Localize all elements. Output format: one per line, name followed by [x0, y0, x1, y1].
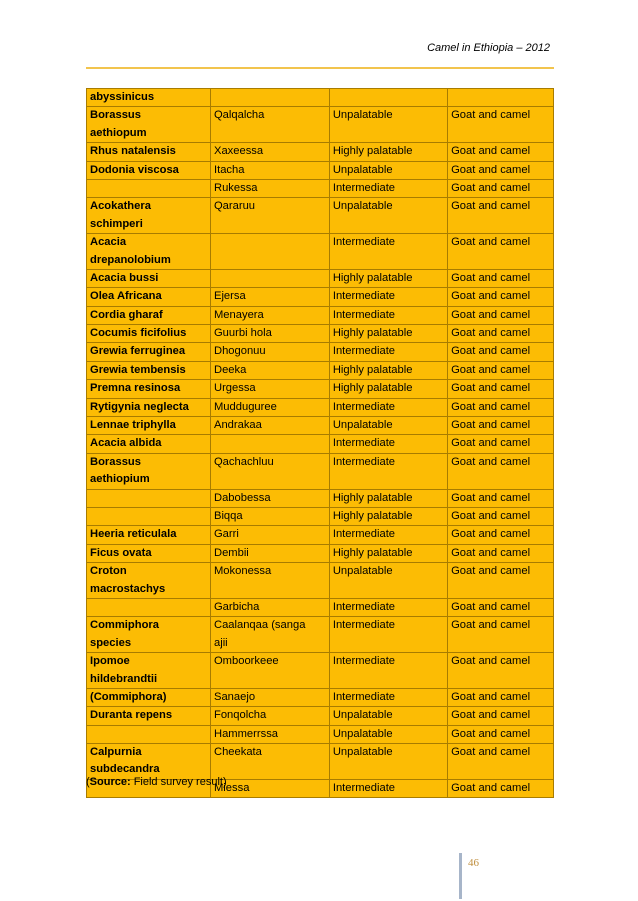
browser-animals-cell	[448, 653, 554, 689]
palatability-cell-text: Intermediate	[332, 437, 396, 450]
palatability-cell-text: Intermediate	[332, 528, 396, 541]
species-cell	[87, 398, 211, 416]
browser-animals-cell	[448, 617, 554, 653]
palatability-cell	[329, 179, 447, 197]
table-row	[87, 179, 554, 197]
palatability-cell-text: Highly palatable	[332, 382, 413, 395]
browser-animals-cell	[448, 288, 554, 306]
browser-animals-cell	[448, 779, 554, 797]
source-note	[86, 776, 227, 788]
species-cell-line: macrostachys	[90, 582, 166, 595]
palatability-cell	[329, 617, 447, 653]
browser-animals-cell-text: Goat and camel	[451, 271, 531, 284]
local-name-cell-line: Andrakaa	[213, 419, 262, 432]
species-cell-line: Borassus	[90, 455, 141, 468]
local-name-cell	[210, 507, 329, 525]
species-cell-line: abyssinicus	[90, 91, 155, 103]
browser-animals-cell-text: Goat and camel	[451, 437, 531, 450]
species-cell	[87, 598, 211, 616]
species-cell	[87, 89, 211, 107]
local-name-cell	[210, 89, 329, 107]
species-cell	[87, 489, 211, 507]
local-name-cell-line: Dembii	[213, 546, 249, 559]
palatability-cell	[329, 653, 447, 689]
table-row	[87, 688, 554, 706]
species-cell-line: subdecandra	[90, 763, 160, 776]
browser-animals-cell	[448, 688, 554, 706]
palatability-cell	[329, 269, 447, 287]
browser-animals-cell-text: Goat and camel	[451, 363, 531, 376]
species-cell	[87, 179, 211, 197]
browser-animals-cell-text: Goat and camel	[451, 400, 531, 413]
species-cell	[87, 343, 211, 361]
browser-animals-cell-text: Goat and camel	[451, 236, 531, 249]
page-number: 46	[468, 857, 479, 869]
species-cell	[87, 453, 211, 489]
palatability-cell	[329, 489, 447, 507]
local-name-cell-line: Qalqalcha	[213, 109, 265, 122]
palatability-cell-text: Intermediate	[332, 600, 396, 613]
table-row	[87, 744, 554, 780]
palatability-cell-text: Highly palatable	[332, 509, 413, 522]
palatability-cell-text: Unpalatable	[332, 746, 393, 759]
browser-animals-cell-text: Goat and camel	[451, 565, 531, 578]
species-cell	[87, 288, 211, 306]
local-name-cell	[210, 435, 329, 453]
species-cell-line: Premna resinosa	[90, 382, 181, 395]
browser-animals-cell-text: Goat and camel	[451, 491, 531, 504]
browser-animals-cell	[448, 198, 554, 234]
palatability-cell-text: Intermediate	[332, 690, 396, 703]
species-cell-line: aethiopium	[90, 473, 150, 486]
species-cell	[87, 269, 211, 287]
palatability-cell-text: Intermediate	[332, 345, 396, 358]
palatability-cell-text: Highly palatable	[332, 546, 413, 559]
page-number-bar	[459, 853, 462, 899]
browser-animals-cell	[448, 89, 554, 107]
palatability-cell-text: Intermediate	[332, 181, 396, 194]
palatability-cell	[329, 288, 447, 306]
palatability-cell-text: Intermediate	[332, 290, 396, 303]
species-cell-line: (Commiphora)	[90, 690, 167, 703]
species-cell-line: Croton	[90, 565, 127, 578]
table-row	[87, 288, 554, 306]
palatability-cell	[329, 234, 447, 270]
local-name-cell-line: Itacha	[213, 163, 245, 176]
browser-animals-cell-text: Goat and camel	[451, 419, 531, 432]
species-cell-line: Cocumis ficifolius	[90, 327, 187, 340]
browser-animals-cell	[448, 269, 554, 287]
table-row	[87, 89, 554, 107]
browser-animals-cell-text: Goat and camel	[451, 382, 531, 395]
browser-animals-cell	[448, 361, 554, 379]
browser-animals-cell-text: Goat and camel	[451, 145, 531, 158]
local-name-cell	[210, 688, 329, 706]
browser-animals-cell	[448, 417, 554, 435]
local-name-cell	[210, 417, 329, 435]
palatability-cell-text: Highly palatable	[332, 363, 413, 376]
species-cell	[87, 653, 211, 689]
local-name-cell-line: Qachachluu	[213, 455, 274, 468]
local-name-cell	[210, 617, 329, 653]
palatability-cell	[329, 544, 447, 562]
table-row	[87, 234, 554, 270]
table-row	[87, 269, 554, 287]
browser-animals-cell-text: Goat and camel	[451, 727, 531, 740]
local-name-cell	[210, 707, 329, 725]
table-row	[87, 489, 554, 507]
palatability-cell-text: Highly palatable	[332, 271, 413, 284]
palatability-cell	[329, 198, 447, 234]
species-cell-line: aethiopum	[90, 126, 147, 139]
local-name-cell	[210, 489, 329, 507]
browser-animals-cell-text: Goat and camel	[451, 781, 531, 794]
species-cell-line: drepanolobium	[90, 253, 171, 266]
local-name-cell	[210, 653, 329, 689]
local-name-cell	[210, 526, 329, 544]
species-cell	[87, 617, 211, 653]
species-cell-line: Olea Africana	[90, 290, 162, 303]
table-row	[87, 380, 554, 398]
table-row	[87, 453, 554, 489]
table-row	[87, 198, 554, 234]
palatability-cell	[329, 725, 447, 743]
browser-animals-cell	[448, 161, 554, 179]
table-row	[87, 143, 554, 161]
browser-animals-cell	[448, 179, 554, 197]
browser-animals-cell	[448, 343, 554, 361]
local-name-cell	[210, 179, 329, 197]
browser-animals-cell-text: Goat and camel	[451, 327, 531, 340]
species-cell-line: species	[90, 636, 132, 649]
species-cell-line: Cordia gharaf	[90, 308, 163, 321]
palatability-cell-text: Unpalatable	[332, 727, 393, 740]
species-cell-line: Calpurnia	[90, 746, 142, 759]
palatability-cell	[329, 361, 447, 379]
browser-animals-cell	[448, 544, 554, 562]
local-name-cell-line: Dabobessa	[213, 491, 271, 504]
browser-animals-cell-text: Goat and camel	[451, 509, 531, 522]
browser-animals-cell-text: Goat and camel	[451, 181, 531, 194]
palatability-cell	[329, 325, 447, 343]
table-body	[87, 89, 554, 798]
local-name-cell-line: Caalanqaa (sanga	[213, 619, 306, 632]
palatability-cell-text: Intermediate	[332, 655, 396, 668]
species-cell-line: schimperi	[90, 217, 143, 230]
local-name-cell-line: Fonqolcha	[213, 709, 267, 722]
local-name-cell	[210, 143, 329, 161]
species-cell-line: Ipomoe	[90, 655, 130, 668]
species-cell	[87, 234, 211, 270]
browser-animals-cell-text: Goat and camel	[451, 308, 531, 321]
source-open: (	[86, 776, 90, 788]
browser-animals-cell	[448, 707, 554, 725]
local-name-cell-line: Omboorkeee	[213, 655, 279, 668]
browser-animals-cell-text: Goat and camel	[451, 690, 531, 703]
table-row	[87, 343, 554, 361]
local-name-cell	[210, 107, 329, 143]
table-row	[87, 306, 554, 324]
source-label: Source:	[89, 776, 131, 788]
browser-animals-cell	[448, 234, 554, 270]
species-cell	[87, 507, 211, 525]
browser-animals-cell	[448, 435, 554, 453]
browser-animals-cell	[448, 398, 554, 416]
palatability-cell	[329, 107, 447, 143]
header-rule	[86, 67, 554, 69]
palatability-cell	[329, 161, 447, 179]
local-name-cell-line: Garri	[213, 528, 239, 541]
browser-animals-cell-text: Goat and camel	[451, 455, 531, 468]
local-name-cell	[210, 343, 329, 361]
palatability-cell-text: Unpalatable	[332, 109, 393, 122]
local-name-cell-line: Mokonessa	[213, 565, 272, 578]
palatability-cell-text: Intermediate	[332, 455, 396, 468]
browser-animals-cell	[448, 598, 554, 616]
species-cell	[87, 707, 211, 725]
palatability-cell-text: Intermediate	[332, 400, 396, 413]
palatability-cell	[329, 380, 447, 398]
palatability-cell-text: Unpalatable	[332, 565, 393, 578]
table-row	[87, 398, 554, 416]
table-row	[87, 563, 554, 599]
species-cell	[87, 544, 211, 562]
species-cell-line: Acacia bussi	[90, 271, 159, 284]
browser-animals-cell-text: Goat and camel	[451, 709, 531, 722]
browser-animals-cell	[448, 107, 554, 143]
browser-animals-cell-text: Goat and camel	[451, 163, 531, 176]
palatability-cell	[329, 744, 447, 780]
local-name-cell-line: Garbicha	[213, 600, 260, 613]
local-name-cell	[210, 744, 329, 780]
local-name-cell-line: Miessa	[213, 781, 250, 794]
local-name-cell	[210, 288, 329, 306]
table-row	[87, 161, 554, 179]
species-cell-line: Acokathera	[90, 200, 151, 213]
species-cell-line: Borassus	[90, 109, 141, 122]
palatability-cell	[329, 526, 447, 544]
species-cell-line: Acacia	[90, 236, 127, 249]
palatability-cell-text: Intermediate	[332, 308, 396, 321]
palatability-cell	[329, 417, 447, 435]
species-cell	[87, 380, 211, 398]
palatability-cell	[329, 398, 447, 416]
local-name-cell-line: Deeka	[213, 363, 247, 376]
palatability-cell	[329, 779, 447, 797]
local-name-cell	[210, 453, 329, 489]
species-cell	[87, 417, 211, 435]
local-name-cell	[210, 306, 329, 324]
table-row	[87, 526, 554, 544]
local-name-cell-line: Guurbi hola	[213, 327, 272, 340]
plant-palatability-table	[86, 88, 554, 798]
species-cell-line: Commiphora	[90, 619, 159, 632]
local-name-cell	[210, 161, 329, 179]
palatability-cell	[329, 563, 447, 599]
table-row	[87, 617, 554, 653]
local-name-cell	[210, 779, 329, 797]
browser-animals-cell-text: Goat and camel	[451, 200, 531, 213]
species-cell-line: hildebrandtii	[90, 672, 158, 685]
palatability-cell-text: Unpalatable	[332, 709, 393, 722]
species-cell-line: Lennae triphylla	[90, 419, 176, 432]
table-row	[87, 417, 554, 435]
local-name-cell-line: Sanaejo	[213, 690, 256, 703]
palatability-cell-text: Unpalatable	[332, 163, 393, 176]
palatability-cell-text: Intermediate	[332, 236, 396, 249]
species-cell	[87, 526, 211, 544]
species-cell	[87, 563, 211, 599]
local-name-cell-line: Biqqa	[213, 509, 243, 522]
browser-animals-cell-text: Goat and camel	[451, 619, 531, 632]
browser-animals-cell-text: Goat and camel	[451, 109, 531, 122]
local-name-cell-line: ajii	[213, 636, 228, 649]
local-name-cell	[210, 269, 329, 287]
browser-animals-cell-text: Goat and camel	[451, 746, 531, 759]
local-name-cell	[210, 380, 329, 398]
palatability-cell	[329, 435, 447, 453]
palatability-cell	[329, 688, 447, 706]
local-name-cell	[210, 234, 329, 270]
species-cell-line: Grewia ferruginea	[90, 345, 186, 358]
species-cell-line: Dodonia viscosa	[90, 163, 179, 176]
species-cell	[87, 143, 211, 161]
browser-animals-cell	[448, 306, 554, 324]
table-row	[87, 107, 554, 143]
browser-animals-cell-text: Goat and camel	[451, 546, 531, 559]
local-name-cell-line: Menayera	[213, 308, 264, 321]
species-cell	[87, 198, 211, 234]
local-name-cell	[210, 325, 329, 343]
local-name-cell	[210, 544, 329, 562]
browser-animals-cell-text: Goat and camel	[451, 290, 531, 303]
browser-animals-cell	[448, 453, 554, 489]
local-name-cell-line: Ejersa	[213, 290, 246, 303]
local-name-cell-line: Qararuu	[213, 200, 256, 213]
local-name-cell-line: Hammerrssa	[213, 727, 279, 740]
browser-animals-cell-text	[451, 89, 550, 106]
browser-animals-cell	[448, 489, 554, 507]
species-cell-line: Acacia albida	[90, 437, 162, 450]
species-cell-line: Rytigynia neglecta	[90, 400, 189, 413]
species-cell	[87, 725, 211, 743]
table-row	[87, 361, 554, 379]
species-cell	[87, 161, 211, 179]
local-name-cell	[210, 198, 329, 234]
palatability-cell	[329, 143, 447, 161]
local-name-cell-line: Urgessa	[213, 382, 256, 395]
local-name-cell-line: Rukessa	[213, 181, 258, 194]
browser-animals-cell	[448, 526, 554, 544]
table-row	[87, 598, 554, 616]
local-name-cell	[210, 725, 329, 743]
palatability-cell	[329, 453, 447, 489]
species-cell	[87, 744, 211, 780]
palatability-cell	[329, 89, 447, 107]
local-name-cell	[210, 398, 329, 416]
species-cell	[87, 688, 211, 706]
local-name-cell-line: Xaxeessa	[213, 145, 264, 158]
palatability-cell	[329, 306, 447, 324]
running-header: Camel in Ethiopia – 2012	[427, 42, 550, 54]
palatability-cell-text: Intermediate	[332, 619, 396, 632]
local-name-cell	[210, 598, 329, 616]
browser-animals-cell	[448, 563, 554, 599]
local-name-cell	[210, 563, 329, 599]
palatability-cell	[329, 598, 447, 616]
table-row	[87, 507, 554, 525]
species-cell	[87, 107, 211, 143]
browser-animals-cell	[448, 380, 554, 398]
palatability-cell	[329, 707, 447, 725]
species-cell	[87, 361, 211, 379]
palatability-cell-text: Highly palatable	[332, 327, 413, 340]
table-row	[87, 707, 554, 725]
local-name-cell-line: Dhogonuu	[213, 345, 266, 358]
browser-animals-cell-text: Goat and camel	[451, 528, 531, 541]
species-cell-line: Grewia tembensis	[90, 363, 186, 376]
browser-animals-cell-text: Goat and camel	[451, 600, 531, 613]
browser-animals-cell	[448, 143, 554, 161]
browser-animals-cell	[448, 725, 554, 743]
palatability-cell-text: Highly palatable	[332, 491, 413, 504]
palatability-cell-text: Intermediate	[332, 781, 396, 794]
species-cell-line: Rhus natalensis	[90, 145, 176, 158]
species-cell	[87, 435, 211, 453]
palatability-cell-text: Unpalatable	[332, 419, 393, 432]
species-cell-line: Duranta repens	[90, 709, 173, 722]
species-cell-line: Heeria reticulala	[90, 528, 177, 541]
table-row	[87, 725, 554, 743]
table-row	[87, 325, 554, 343]
table-row	[87, 435, 554, 453]
local-name-cell	[210, 361, 329, 379]
browser-animals-cell-text: Goat and camel	[451, 655, 531, 668]
local-name-cell-line: Cheekata	[213, 746, 262, 759]
species-cell	[87, 306, 211, 324]
palatability-cell	[329, 507, 447, 525]
browser-animals-cell	[448, 325, 554, 343]
table-row	[87, 653, 554, 689]
browser-animals-cell	[448, 744, 554, 780]
palatability-cell-text	[333, 89, 444, 106]
browser-animals-cell	[448, 507, 554, 525]
table-row	[87, 544, 554, 562]
browser-animals-cell-text: Goat and camel	[451, 345, 531, 358]
palatability-cell-text: Highly palatable	[332, 145, 413, 158]
palatability-cell	[329, 343, 447, 361]
source-text: Field survey result)	[130, 776, 227, 788]
species-cell-line: Ficus ovata	[90, 546, 152, 559]
local-name-cell-line: Mudduguree	[213, 400, 277, 413]
species-cell	[87, 325, 211, 343]
palatability-cell-text: Unpalatable	[332, 200, 393, 213]
